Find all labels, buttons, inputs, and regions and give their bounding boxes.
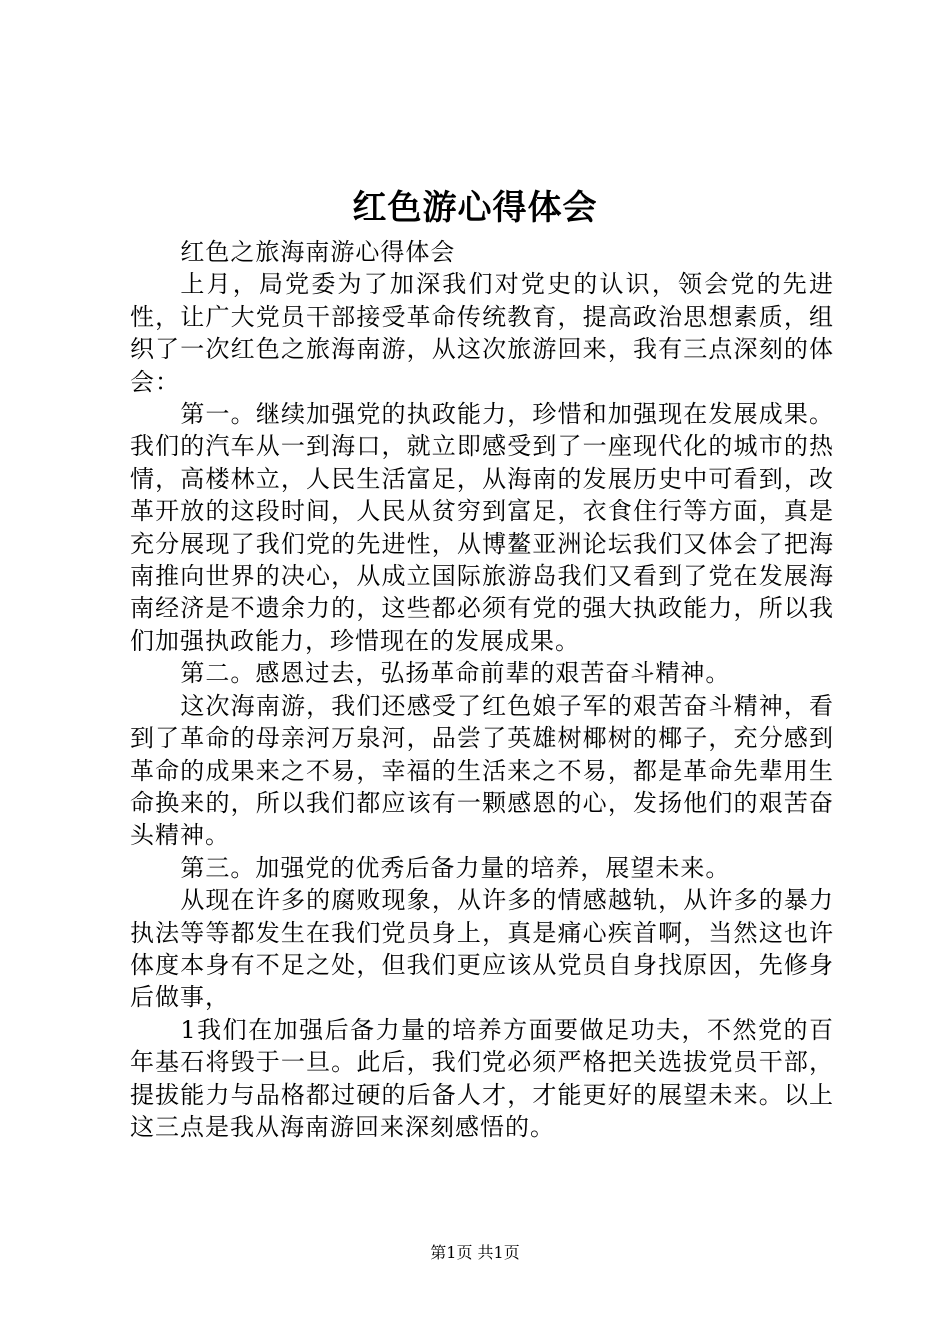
point-three-heading: 第三。加强党的优秀后备力量的培养，展望未来。 — [180, 853, 731, 882]
page-footer: 第1页 共1页 — [430, 1243, 520, 1262]
point-three-paragraph: 从现在许多的腐败现象，从许多的情感越轨，从许多的暴力执法等等都发生在我们党员身上，真是痛心疾首啊，当然这也许体度本身有不足之处，但我们更应该从党员自身找原因，先修身后做事， — [130, 886, 834, 1012]
subtitle-paragraph: 红色之旅海南游心得体会 — [180, 238, 456, 266]
document-title: 红色游心得体会 — [352, 188, 598, 228]
intro-paragraph: 上月，局党委为了加深我们对党史的认识，领会党的先进性，让广大党员干部接受革命传统教育，提高政治思想素质，组织了一次红色之旅海南游，从这次旅游回来，我有三点深刻的体会： — [130, 270, 834, 396]
document-body — [130, 236, 834, 1143]
point-two-paragraph: 这次海南游，我们还感受了红色娘子军的艰苦奋斗精神，看到了革命的母亲河万泉河，品尝了英雄树椰树的椰子，充分感到革命的成果来之不易，幸福的生活来之不易，都是革命先辈用生命换来的，所以我们都应该有一颗感恩的心，发扬他们的艰苦奋头精神。 — [130, 691, 834, 850]
conclusion-paragraph: 1我们在加强后备力量的培养方面要做足功夫，不然党的百年基石将毁于一旦。此后，我们党必须严格把关选拔党员干部，提拔能力与品格都过硬的后备人才，才能更好的展望未来。以上这三点是我从海南游回来深刻感悟的。 — [130, 1015, 834, 1141]
point-one-paragraph: 第一。继续加强党的执政能力，珍惜和加强现在发展成果。我们的汽车从一到海口，就立即感受到了一座现代化的城市的热情，高楼林立，人民生活富足，从海南的发展历史中可看到，改革开放的这段时间，人民从贫穷到富足，衣食住行等方面，真是充分展现了我们党的先进性，从博鳌亚洲论坛我们又体会了把海南推向世界的决心，从成立国际旅游岛我们又看到了党在发展海南经济是不遗余力的，这些都必须有党的强大执政能力，所以我们加强执政能力，珍惜现在的发展成果。 — [130, 400, 834, 655]
point-two-heading: 第二。感恩过去，弘扬革命前辈的艰苦奋斗精神。 — [180, 659, 731, 688]
